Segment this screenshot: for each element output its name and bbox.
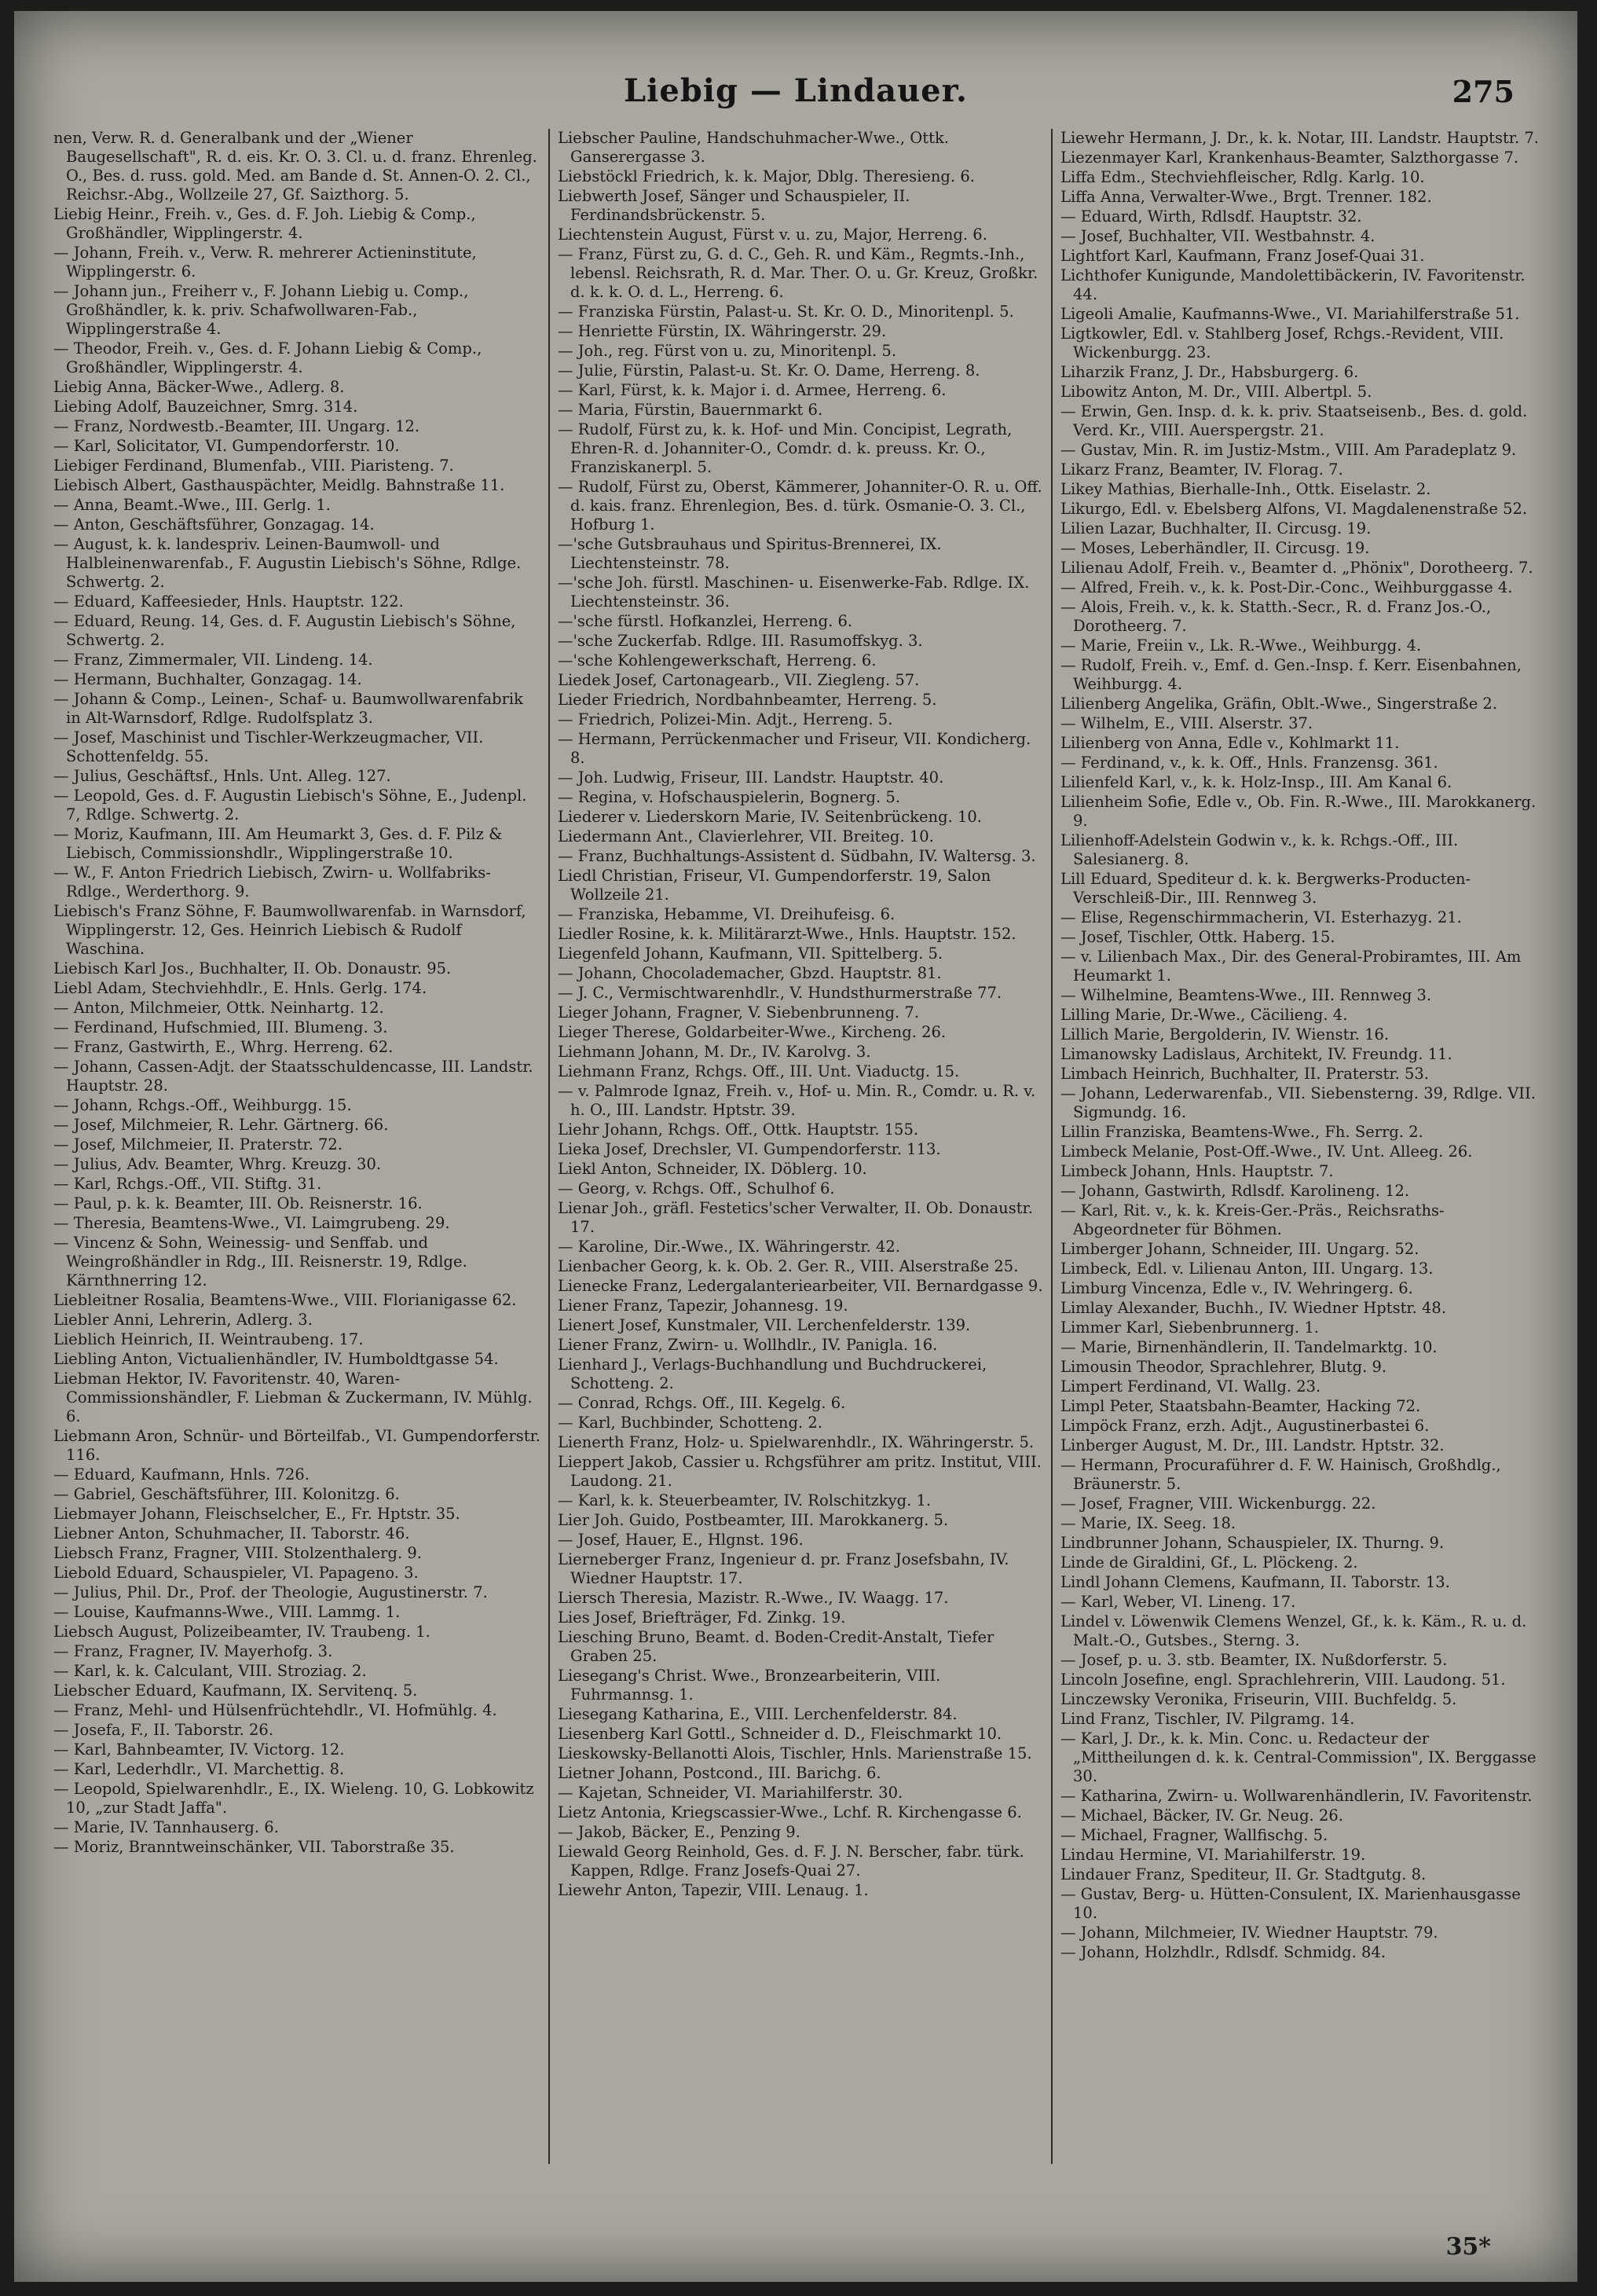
directory-entry: Lienerth Franz, Holz- u. Spielwarenhdlr., IX. Währingerstr. 5. bbox=[558, 1433, 1035, 1451]
directory-entry: — Louise, Kaufmanns-Wwe., VIII. Lammg. 1. bbox=[53, 1603, 401, 1621]
directory-entry: —'sche Zuckerfab. Rdlge. III. Rasumoffskyg. 3. bbox=[558, 632, 923, 650]
column-right bbox=[1051, 129, 1554, 2164]
directory-entry: — Ferdinand, Hufschmied, III. Blumeng. 3. bbox=[53, 1018, 388, 1036]
directory-entry: — Jakob, Bäcker, E., Penzing 9. bbox=[558, 1823, 800, 1841]
directory-entry: Lienbacher Georg, k. k. Ob. 2. Ger. R., VIII. Alserstraße 25. bbox=[558, 1257, 1019, 1275]
directory-entry: Lichthofer Kunigunde, Mandolettibäckerin, IV. Favoritenstr. 44. bbox=[1060, 266, 1526, 303]
directory-entry: — Josef, Fragner, VIII. Wickenburgg. 22. bbox=[1060, 1495, 1376, 1513]
directory-entry: Liharzik Franz, J. Dr., Habsburgerg. 6. bbox=[1060, 363, 1359, 381]
directory-entry: — Wilhelm, E., VIII. Alserstr. 37. bbox=[1060, 714, 1313, 732]
directory-entry: —'sche fürstl. Hofkanzlei, Herreng. 6. bbox=[558, 612, 853, 630]
running-head: Liebig — Lindauer. bbox=[624, 72, 968, 109]
directory-entry: — Johann, Gastwirth, Rdlsdf. Karolineng. 12. bbox=[1060, 1182, 1410, 1200]
directory-entry: — Karl, Weber, VI. Lineng. 17. bbox=[1060, 1593, 1296, 1611]
directory-entry: — Elise, Regenschirmmacherin, VI. Esterhazyg. 21. bbox=[1060, 908, 1462, 926]
directory-entry: Likarz Franz, Beamter, IV. Florag. 7. bbox=[1060, 460, 1343, 479]
directory-entry: Lietz Antonia, Kriegscassier-Wwe., Lchf. R. Kirchengasse 6. bbox=[558, 1803, 1022, 1821]
column-left bbox=[46, 129, 548, 2164]
directory-entry: — Gustav, Berg- u. Hütten-Consulent, IX. Marienhausgasse 10. bbox=[1060, 1885, 1521, 1922]
directory-entry: nen, Verw. R. d. Generalbank und der „Wiener Baugesellschaft", R. d. eis. Kr. O. 3. Cl. u. d. franz. Ehrenleg. O., Bes. d. russ. gold. Med. am Bande d. St. Annen-O. 2. Cl., Reichsr.-Abg., Wollzeile 27, Gf. Saizthorg. 5. bbox=[53, 129, 537, 204]
page-number: 275 bbox=[1452, 74, 1515, 109]
directory-entry: Lieder Friedrich, Nordbahnbeamter, Herreng. 5. bbox=[558, 691, 937, 709]
directory-entry: Liebold Eduard, Schauspieler, VI. Papageno. 3. bbox=[53, 1564, 419, 1582]
directory-entry: — Johann, Milchmeier, IV. Wiedner Hauptstr. 79. bbox=[1060, 1924, 1438, 1942]
directory-entry: — Henriette Fürstin, IX. Währingerstr. 29. bbox=[558, 322, 887, 340]
directory-entry: — Moriz, Branntweinschänker, VII. Taborstraße 35. bbox=[53, 1838, 455, 1856]
directory-entry: Liederer v. Liederskorn Marie, IV. Seitenbrückeng. 10. bbox=[558, 808, 982, 826]
directory-entry: Lilling Marie, Dr.-Wwe., Cäcilieng. 4. bbox=[1060, 1006, 1348, 1024]
directory-entry: Liener Franz, Tapezir, Johannesg. 19. bbox=[558, 1297, 848, 1315]
directory-entry: — Marie, IV. Tannhauserg. 6. bbox=[53, 1818, 279, 1836]
directory-entry: Linberger August, M. Dr., III. Landstr. Hptstr. 32. bbox=[1060, 1436, 1445, 1454]
directory-entry: — Johann jun., Freiherr v., F. Johann Liebig u. Comp., Großhändler, k. k. priv. Schafwollwaren-Fab., Wipplingerstraße 4. bbox=[53, 282, 469, 338]
directory-entry: Ligtkowler, Edl. v. Stahlberg Josef, Rchgs.-Revident, VIII. Wickenburgg. 23. bbox=[1060, 325, 1504, 361]
directory-entry: Lienar Joh., gräfl. Festetics'scher Verwalter, II. Ob. Donaustr. 17. bbox=[558, 1199, 1033, 1236]
directory-entry: — Franz, Nordwestb.-Beamter, III. Ungarg. 12. bbox=[53, 417, 420, 435]
directory-entry: — Moses, Leberhändler, II. Circusg. 19. bbox=[1060, 539, 1370, 557]
directory-entry: — Karl, Solicitator, VI. Gumpendorferstr. 10. bbox=[53, 437, 400, 455]
directory-entry: — Hermann, Procuraführer d. F. W. Hainisch, Großhdlg., Bräunerstr. 5. bbox=[1060, 1456, 1501, 1493]
directory-entry: — Franz, Buchhaltungs-Assistent d. Südbahn, IV. Waltersg. 3. bbox=[558, 847, 1036, 865]
directory-entry: — Johann, Chocolademacher, Gbzd. Hauptstr. 81. bbox=[558, 964, 942, 982]
directory-entry: Lierneberger Franz, Ingenieur d. pr. Franz Josefsbahn, IV. Wiedner Hauptstr. 17. bbox=[558, 1550, 1009, 1587]
directory-entry: Liebleitner Rosalia, Beamtens-Wwe., VIII. Florianigasse 62. bbox=[53, 1291, 517, 1309]
directory-entry: Lienert Josef, Kunstmaler, VII. Lerchenfelderstr. 139. bbox=[558, 1316, 971, 1334]
directory-entry: — Franz, Mehl- und Hülsenfrüchtehdlr., VI. Hofmühlg. 4. bbox=[53, 1701, 497, 1719]
directory-entry: — Katharina, Zwirn- u. Wollwarenhändlerin, IV. Favoritenstr. bbox=[1060, 1787, 1533, 1805]
directory-entry: Liebisch Albert, Gasthauspächter, Meidlg. Bahnstraße 11. bbox=[53, 476, 505, 494]
directory-entry: — v. Palmrode Ignaz, Freih. v., Hof- u. Min. R., Comdr. u. R. v. h. O., III. Landstr. Hptstr. 39. bbox=[558, 1082, 1036, 1119]
directory-entry: — v. Lilienbach Max., Dir. des General-Probiramtes, III. Am Heumarkt 1. bbox=[1060, 948, 1522, 985]
directory-entry: Limanowsky Ladislaus, Architekt, IV. Freundg. 11. bbox=[1060, 1045, 1452, 1063]
directory-entry: — Karl, Rchgs.-Off., VII. Stiftg. 31. bbox=[53, 1175, 322, 1193]
directory-entry: — Johann, Cassen-Adjt. der Staatsschuldencasse, III. Landstr. Hauptstr. 28. bbox=[53, 1058, 533, 1095]
directory-entry: Liedler Rosine, k. k. Militärarzt-Wwe., Hnls. Hauptstr. 152. bbox=[558, 925, 1016, 943]
directory-entry: — Vincenz & Sohn, Weinessig- und Senffab. und Weingroßhändler in Rdg., III. Reisnerstr. 19, Rdlge. Kärnthnerring 12. bbox=[53, 1234, 467, 1289]
directory-entry: — Leopold, Spielwarenhdlr., E., IX. Wieleng. 10, G. Lobkowitz 10, „zur Stadt Jaffa". bbox=[53, 1780, 534, 1817]
directory-entry: — Conrad, Rchgs. Off., III. Kegelg. 6. bbox=[558, 1394, 846, 1412]
directory-entry: —'sche Gutsbrauhaus und Spiritus-Brennerei, IX. Liechtensteinstr. 78. bbox=[558, 535, 942, 572]
directory-entry: Limpl Peter, Staatsbahn-Beamter, Hacking 72. bbox=[1060, 1397, 1421, 1415]
directory-entry: Liewehr Hermann, J. Dr., k. k. Notar, III. Landstr. Hauptstr. 7. bbox=[1060, 129, 1539, 147]
directory-entry: — Theodor, Freih. v., Ges. d. F. Johann Liebig & Comp., Großhändler, Wipplingerstr. 4. bbox=[53, 339, 482, 376]
directory-entry: Lightfort Karl, Kaufmann, Franz Josef-Quai 31. bbox=[1060, 247, 1425, 265]
directory-entry: — Friedrich, Polizei-Min. Adjt., Herreng. 5. bbox=[558, 710, 893, 728]
directory-entry: Lieskowsky-Bellanotti Alois, Tischler, Hnls. Marienstraße 15. bbox=[558, 1744, 1032, 1762]
directory-entry: Lieppert Jakob, Cassier u. Rchgsführer am pritz. Institut, VIII. Laudong. 21. bbox=[558, 1453, 1042, 1490]
directory-entry: — Eduard, Reung. 14, Ges. d. F. Augustin Liebisch's Söhne, Schwertg. 2. bbox=[53, 612, 516, 649]
directory-entry: Liehmann Franz, Rchgs. Off., III. Unt. Viaductg. 15. bbox=[558, 1062, 960, 1080]
directory-entry: — Theresia, Beamtens-Wwe., VI. Laimgrubeng. 29. bbox=[53, 1214, 450, 1232]
directory-entry: — Moriz, Kaufmann, III. Am Heumarkt 3, Ges. d. F. Pilz & Liebisch, Commissionshdlr., Wipplingerstraße 10. bbox=[53, 825, 503, 862]
directory-entry: — Franziska Fürstin, Palast-u. St. Kr. O. D., Minoritenpl. 5. bbox=[558, 303, 1014, 321]
directory-entry: Liebisch's Franz Söhne, F. Baumwollwarenfab. in Warnsdorf, Wipplingerstr. 12, Ges. Heinrich Liebisch & Rudolf Waschina. bbox=[53, 902, 526, 958]
directory-entry: Liebsch August, Polizeibeamter, IV. Traubeng. 1. bbox=[53, 1623, 430, 1641]
directory-entry: — Wilhelmine, Beamtens-Wwe., III. Rennweg 3. bbox=[1060, 986, 1432, 1004]
directory-entry: —'sche Joh. fürstl. Maschinen- u. Eisenwerke-Fab. Rdlge. IX. Liechtensteinstr. 36. bbox=[558, 574, 1030, 611]
directory-entry: — Johann, Lederwarenfab., VII. Siebensterng. 39, Rdlge. VII. Sigmundg. 16. bbox=[1060, 1084, 1536, 1121]
directory-entry: — Josef, Maschinist und Tischler-Werkzeugmacher, VII. Schottenfeldg. 55. bbox=[53, 728, 484, 765]
directory-entry: Liesching Bruno, Beamt. d. Boden-Credit-Anstalt, Tiefer Graben 25. bbox=[558, 1628, 994, 1665]
directory-entry: — Johann, Freih. v., Verw. R. mehrerer Actieninstitute, Wipplingerstr. 6. bbox=[53, 244, 477, 281]
directory-entry: Lilienheim Sofie, Edle v., Ob. Fin. R.-Wwe., III. Marokkanerg. 9. bbox=[1060, 793, 1537, 830]
directory-entry: Limbeck Johann, Hnls. Hauptstr. 7. bbox=[1060, 1162, 1334, 1180]
directory-entry: — Georg, v. Rchgs. Off., Schulhof 6. bbox=[558, 1179, 835, 1198]
directory-entry: — Maria, Fürstin, Bauernmarkt 6. bbox=[558, 401, 823, 419]
directory-entry: Liebstöckl Friedrich, k. k. Major, Dblg. Theresieng. 6. bbox=[558, 167, 975, 185]
directory-entry: Likey Mathias, Bierhalle-Inh., Ottk. Eiselastr. 2. bbox=[1060, 480, 1431, 498]
directory-entry: — Franz, Zimmermaler, VII. Lindeng. 14. bbox=[53, 651, 373, 669]
directory-entry: — Eduard, Kaffeesieder, Hnls. Hauptstr. 122. bbox=[53, 592, 404, 611]
directory-entry: Lindau Hermine, VI. Mariahilferstr. 19. bbox=[1060, 1846, 1366, 1864]
directory-entry: Lilienberg von Anna, Edle v., Kohlmarkt 11. bbox=[1060, 734, 1400, 752]
directory-entry: — Karl, k. k. Steuerbeamter, IV. Rolschitzkyg. 1. bbox=[558, 1491, 932, 1509]
directory-entry: Liebsch Franz, Fragner, VIII. Stolzenthalerg. 9. bbox=[53, 1544, 422, 1562]
directory-entry: — Regina, v. Hofschauspielerin, Bognerg. 5. bbox=[558, 788, 900, 806]
directory-entry: — Gabriel, Geschäftsführer, III. Kolonitzg. 6. bbox=[53, 1485, 400, 1503]
directory-entry: Liegenfeld Johann, Kaufmann, VII. Spittelberg. 5. bbox=[558, 944, 943, 963]
directory-entry: — Franz, Fürst zu, G. d. C., Geh. R. und Käm., Regmts.-Inh., lebensl. Reichsrath, R. d. Mar. Ther. O. u. Gr. Kreuz, Großkr. d. k. k. O. d. L., Herreng. 6. bbox=[558, 245, 1038, 301]
directory-entry: Liebler Anni, Lehrerin, Adlerg. 3. bbox=[53, 1311, 313, 1329]
directory-entry: — Josef, Hauer, E., Hlgnst. 196. bbox=[558, 1531, 804, 1549]
directory-entry: Liersch Theresia, Mazistr. R.-Wwe., IV. Waagg. 17. bbox=[558, 1589, 949, 1607]
directory-entry: — Rudolf, Fürst zu, k. k. Hof- und Min. Concipist, Legrath, Ehren-R. d. Johanniter-O., Comdr. d. k. preuss. Kr. O., Franziskanerpl. 5. bbox=[558, 420, 1013, 476]
directory-entry: Liebig Anna, Bäcker-Wwe., Adlerg. 8. bbox=[53, 378, 345, 396]
directory-entry: Liebig Heinr., Freih. v., Ges. d. F. Joh. Liebig & Comp., Großhändler, Wipplingerstr. 4. bbox=[53, 205, 476, 242]
directory-entry: — Marie, Freiin v., Lk. R.-Wwe., Weihburgg. 4. bbox=[1060, 636, 1422, 655]
directory-entry: — Josef, Milchmeier, II. Praterstr. 72. bbox=[53, 1135, 343, 1154]
directory-entry: — Rudolf, Fürst zu, Oberst, Kämmerer, Johanniter-O. R. u. Off. d. kais. franz. Ehrenlegion, Bes. d. türk. Osmanie-O. 3. Cl., Hofburg 1. bbox=[558, 478, 1042, 534]
directory-entry: — Hermann, Buchhalter, Gonzagag. 14. bbox=[53, 670, 362, 688]
directory-entry: Limbach Heinrich, Buchhalter, II. Praterstr. 53. bbox=[1060, 1065, 1429, 1083]
directory-entry: — Anton, Geschäftsführer, Gonzagag. 14. bbox=[53, 515, 375, 534]
directory-entry: Linde de Giraldini, Gf., L. Plöckeng. 2. bbox=[1060, 1553, 1358, 1572]
directory-entry: Liffa Edm., Stechviehfleischer, Rdlg. Karlg. 10. bbox=[1060, 168, 1425, 186]
directory-entry: — Anton, Milchmeier, Ottk. Neinhartg. 12. bbox=[53, 999, 384, 1017]
directory-entry: — Josef, Milchmeier, R. Lehr. Gärtnerg. 66. bbox=[53, 1116, 389, 1134]
directory-entry: — Michael, Bäcker, IV. Gr. Neug. 26. bbox=[1060, 1806, 1343, 1825]
directory-entry: — Marie, IX. Seeg. 18. bbox=[1060, 1514, 1236, 1532]
directory-entry: — Gustav, Min. R. im Justiz-Mstm., VIII. Am Paradeplatz 9. bbox=[1060, 441, 1517, 459]
directory-entry: — Erwin, Gen. Insp. d. k. k. priv. Staatseisenb., Bes. d. gold. Verd. Kr., VIII. Auerspergstr. 21. bbox=[1060, 402, 1528, 439]
directory-entry: —'sche Kohlengewerkschaft, Herreng. 6. bbox=[558, 651, 877, 669]
directory-entry: — Karl, Bahnbeamter, IV. Victorg. 12. bbox=[53, 1740, 345, 1759]
directory-entry: Ligeoli Amalie, Kaufmanns-Wwe., VI. Mariahilferstraße 51. bbox=[1060, 305, 1520, 323]
directory-entry: Limpöck Franz, erzh. Adjt., Augustinerbastei 6. bbox=[1060, 1417, 1430, 1435]
directory-entry: Liezenmayer Karl, Krankenhaus-Beamter, Salzthorgasse 7. bbox=[1060, 149, 1519, 167]
directory-entry: — Marie, Birnenhändlerin, II. Tandelmarktg. 10. bbox=[1060, 1338, 1438, 1356]
directory-columns bbox=[46, 129, 1554, 2164]
directory-entry: Likurgo, Edl. v. Ebelsberg Alfons, VI. Magdalenenstraße 52. bbox=[1060, 500, 1528, 518]
directory-entry: Liekl Anton, Schneider, IX. Döblerg. 10. bbox=[558, 1160, 867, 1178]
directory-entry: Liebscher Eduard, Kaufmann, IX. Servitenq. 5. bbox=[53, 1682, 418, 1700]
directory-entry: Limburg Vincenza, Edle v., IV. Wehringerg. 6. bbox=[1060, 1279, 1413, 1297]
directory-entry: — Karl, k. k. Calculant, VIII. Stroziag. 2. bbox=[53, 1662, 367, 1680]
directory-entry: — Karl, Lederhdlr., VI. Marchettig. 8. bbox=[53, 1760, 345, 1778]
directory-entry: — Eduard, Kaufmann, Hnls. 726. bbox=[53, 1465, 310, 1484]
directory-entry: — Eduard, Wirth, Rdlsdf. Hauptstr. 32. bbox=[1060, 207, 1362, 226]
directory-entry: Lietner Johann, Postcond., III. Barichg. 6. bbox=[558, 1764, 881, 1782]
directory-entry: — Johann, Holzhdlr., Rdlsdf. Schmidg. 84. bbox=[1060, 1943, 1386, 1961]
directory-entry: Liebiger Ferdinand, Blumenfab., VIII. Piaristeng. 7. bbox=[53, 457, 454, 475]
directory-entry: Liehmann Johann, M. Dr., IV. Karolvg. 3. bbox=[558, 1043, 871, 1061]
directory-entry: Lieger Therese, Goldarbeiter-Wwe., Kircheng. 26. bbox=[558, 1023, 947, 1041]
directory-entry: — Ferdinand, v., k. k. Off., Hnls. Franzensg. 361. bbox=[1060, 754, 1438, 772]
directory-entry: Liebner Anton, Schuhmacher, II. Taborstr. 46. bbox=[53, 1524, 410, 1542]
directory-entry: Lies Josef, Briefträger, Fd. Zinkg. 19. bbox=[558, 1608, 846, 1627]
directory-entry: Liedek Josef, Cartonagearb., VII. Ziegleng. 57. bbox=[558, 671, 920, 689]
directory-entry: Liebling Anton, Victualienhändler, IV. Humboldtgasse 54. bbox=[53, 1350, 499, 1368]
directory-entry: — Franziska, Hebamme, VI. Dreihufeisg. 6. bbox=[558, 905, 896, 923]
directory-entry: Lilienhoff-Adelstein Godwin v., k. k. Rchgs.-Off., III. Salesianerg. 8. bbox=[1060, 831, 1459, 868]
directory-entry: Lieger Johann, Fragner, V. Siebenbrunneng. 7. bbox=[558, 1003, 920, 1021]
directory-entry: — Karl, Buchbinder, Schotteng. 2. bbox=[558, 1414, 822, 1432]
directory-entry: — Josef, Tischler, Ottk. Haberg. 15. bbox=[1060, 928, 1335, 946]
directory-entry: Lill Eduard, Spediteur d. k. k. Bergwerks-Producten-Verschleiß-Dir., III. Rennweg 3. bbox=[1060, 870, 1471, 907]
directory-entry: Lillich Marie, Bergolderin, IV. Wienstr. 16. bbox=[1060, 1025, 1390, 1043]
directory-entry: Liebing Adolf, Bauzeichner, Smrg. 314. bbox=[53, 398, 358, 416]
directory-entry: — August, k. k. landespriv. Leinen-Baumwoll- und Halbleinenwarenfab., F. Augustin Liebisch's Söhne, Rdlge. Schwertg. 2. bbox=[53, 535, 522, 591]
directory-entry: Lilienau Adolf, Freih. v., Beamter d. „Phönix", Dorotheerg. 7. bbox=[1060, 559, 1533, 577]
directory-entry: Libowitz Anton, M. Dr., VIII. Albertpl. 5. bbox=[1060, 383, 1372, 401]
directory-entry: Liebisch Karl Jos., Buchhalter, II. Ob. Donaustr. 95. bbox=[53, 959, 452, 977]
directory-entry: Lillin Franziska, Beamtens-Wwe., Fh. Serrg. 2. bbox=[1060, 1123, 1423, 1141]
directory-entry: Limberger Johann, Schneider, III. Ungarg. 52. bbox=[1060, 1240, 1419, 1258]
directory-entry: Liewald Georg Reinhold, Ges. d. F. J. N. Berscher, fabr. türk. Kappen, Rdlge. Franz Josefs-Quai 27. bbox=[558, 1843, 1024, 1880]
directory-entry: — Julius, Adv. Beamter, Whrg. Kreuzg. 30. bbox=[53, 1155, 382, 1173]
directory-entry: Liener Franz, Zwirn- u. Wollhdlr., IV. Panigla. 16. bbox=[558, 1336, 938, 1354]
directory-entry: Liedermann Ant., Clavierlehrer, VII. Breiteg. 10. bbox=[558, 827, 934, 845]
directory-entry: — Franz, Gastwirth, E., Whrg. Herreng. 62. bbox=[53, 1038, 394, 1056]
directory-entry: Limousin Theodor, Sprachlehrer, Blutg. 9. bbox=[1060, 1358, 1387, 1376]
directory-entry: Limlay Alexander, Buchh., IV. Wiedner Hptstr. 48. bbox=[1060, 1299, 1447, 1317]
directory-entry: — Michael, Fragner, Wallfischg. 5. bbox=[1060, 1826, 1328, 1844]
directory-entry: Liebl Adam, Stechviehhdlr., E. Hnls. Gerlg. 174. bbox=[53, 979, 427, 997]
directory-entry: — J. C., Vermischtwarenhdlr., V. Hundsthurmerstraße 77. bbox=[558, 984, 1002, 1002]
directory-entry: Liehr Johann, Rchgs. Off., Ottk. Hauptstr. 155. bbox=[558, 1120, 919, 1139]
directory-entry: Lilien Lazar, Buchhalter, II. Circusg. 19. bbox=[1060, 519, 1372, 537]
directory-entry: Lilienberg Angelika, Gräfin, Oblt.-Wwe., Singerstraße 2. bbox=[1060, 695, 1498, 713]
directory-entry: — W., F. Anton Friedrich Liebisch, Zwirn- u. Wollfabriks-Rdlge., Werderthorg. 9. bbox=[53, 864, 491, 900]
directory-entry: Liesegang Katharina, E., VIII. Lerchenfelderstr. 84. bbox=[558, 1705, 958, 1723]
directory-entry: — Julie, Fürstin, Palast-u. St. Kr. O. Dame, Herreng. 8. bbox=[558, 361, 980, 380]
directory-entry: — Anna, Beamt.-Wwe., III. Gerlg. 1. bbox=[53, 496, 331, 514]
directory-entry: Lindel v. Löwenwik Clemens Wenzel, Gf., k. k. Käm., R. u. d. Malt.-O., Gutsbes., Sterng. 3. bbox=[1060, 1612, 1527, 1649]
directory-entry: — Karl, Fürst, k. k. Major i. d. Armee, Herreng. 6. bbox=[558, 381, 947, 399]
directory-entry: Liebman Hektor, IV. Favoritenstr. 40, Waren-Commissionshändler, F. Liebman & Zuckermann, IV. Mühlg. 6. bbox=[53, 1370, 533, 1425]
directory-entry: Lienhard J., Verlags-Buchhandlung und Buchdruckerei, Schotteng. 2. bbox=[558, 1355, 987, 1392]
directory-entry: — Julius, Phil. Dr., Prof. der Theologie, Augustinerstr. 7. bbox=[53, 1583, 488, 1601]
directory-entry: — Karl, Rit. v., k. k. Kreis-Ger.-Präs., Reichsraths-Abgeordneter für Böhmen. bbox=[1060, 1201, 1445, 1238]
directory-entry: Limbeck Melanie, Post-Off.-Wwe., IV. Unt. Alleeg. 26. bbox=[1060, 1142, 1473, 1161]
directory-entry: Liewehr Anton, Tapezir, VIII. Lenaug. 1. bbox=[558, 1881, 869, 1899]
directory-entry: — Karl, J. Dr., k. k. Min. Conc. u. Redacteur der „Mittheilungen d. k. k. Central-Commission", IX. Berggasse 30. bbox=[1060, 1729, 1537, 1785]
directory-entry: Liebscher Pauline, Handschuhmacher-Wwe., Ottk. Ganserergasse 3. bbox=[558, 129, 949, 166]
directory-entry: — Josef, Buchhalter, VII. Westbahnstr. 4. bbox=[1060, 227, 1375, 245]
column-middle bbox=[548, 129, 1051, 2164]
directory-entry: — Karoline, Dir.-Wwe., IX. Währingerstr. 42. bbox=[558, 1238, 900, 1256]
directory-entry: — Paul, p. k. k. Beamter, III. Ob. Reisnerstr. 16. bbox=[53, 1194, 423, 1212]
page-header bbox=[14, 72, 1577, 119]
directory-entry: Liechtenstein August, Fürst v. u. zu, Major, Herreng. 6. bbox=[558, 226, 987, 244]
directory-entry: — Johann, Rchgs.-Off., Weihburgg. 15. bbox=[53, 1096, 352, 1114]
directory-entry: Lieka Josef, Drechsler, VI. Gumpendorferstr. 113. bbox=[558, 1140, 941, 1158]
directory-entry: — Kajetan, Schneider, VI. Mariahilferstr. 30. bbox=[558, 1784, 903, 1802]
directory-entry: Limpert Ferdinand, VI. Wallg. 23. bbox=[1060, 1377, 1321, 1396]
directory-entry: — Alfred, Freih. v., k. k. Post-Dir.-Conc., Weihburggasse 4. bbox=[1060, 578, 1513, 596]
printer-signature: 35* bbox=[1445, 2233, 1491, 2261]
directory-entry: — Julius, Geschäftsf., Hnls. Unt. Alleg. 127. bbox=[53, 767, 391, 785]
directory-entry: Liebmann Aron, Schnür- und Börteilfab., VI. Gumpendorferstr. 116. bbox=[53, 1427, 541, 1464]
directory-entry: — Joh., reg. Fürst von u. zu, Minoritenpl. 5. bbox=[558, 342, 897, 360]
directory-entry: — Johann & Comp., Leinen-, Schaf- u. Baumwollwarenfabrik in Alt-Warnsdorf, Rdlge. Rudolfsplatz 3. bbox=[53, 690, 523, 727]
directory-entry: — Leopold, Ges. d. F. Augustin Liebisch's Söhne, E., Judenpl. 7, Rdlge. Schwertg. 2. bbox=[53, 787, 527, 823]
directory-entry: — Joh. Ludwig, Friseur, III. Landstr. Hauptstr. 40. bbox=[558, 768, 944, 787]
directory-entry: — Alois, Freih. v., k. k. Statth.-Secr., R. d. Franz Jos.-O., Dorotheerg. 7. bbox=[1060, 598, 1492, 635]
directory-entry: Lindl Johann Clemens, Kaufmann, II. Taborstr. 13. bbox=[1060, 1573, 1450, 1591]
directory-entry: Liedl Christian, Friseur, VI. Gumpendorferstr. 19, Salon Wollzeile 21. bbox=[558, 867, 991, 904]
directory-entry: Liebmayer Johann, Fleischselcher, E., Fr. Hptstr. 35. bbox=[53, 1505, 460, 1523]
directory-entry: Lier Joh. Guido, Postbeamter, III. Marokkanerg. 5. bbox=[558, 1511, 949, 1529]
directory-entry: Limbeck, Edl. v. Lilienau Anton, III. Ungarg. 13. bbox=[1060, 1260, 1434, 1278]
directory-entry: Liesegang's Christ. Wwe., Bronzearbeiterin, VIII. Fuhrmannsg. 1. bbox=[558, 1667, 941, 1704]
directory-page bbox=[14, 11, 1577, 2282]
directory-entry: Lindbrunner Johann, Schauspieler, IX. Thurng. 9. bbox=[1060, 1534, 1445, 1552]
directory-entry: — Josef, p. u. 3. stb. Beamter, IX. Nußdorferstr. 5. bbox=[1060, 1651, 1448, 1669]
directory-entry: Linczewsky Veronika, Friseurin, VIII. Buchfeldg. 5. bbox=[1060, 1690, 1457, 1708]
directory-entry: Lienecke Franz, Ledergalanteriearbeiter, VII. Bernardgasse 9. bbox=[558, 1277, 1043, 1295]
directory-entry: Lindauer Franz, Spediteur, II. Gr. Stadtgutg. 8. bbox=[1060, 1865, 1427, 1883]
directory-entry: Lincoln Josefine, engl. Sprachlehrerin, VIII. Laudong. 51. bbox=[1060, 1671, 1506, 1689]
directory-entry: Liesenberg Karl Gottl., Schneider d. D., Fleischmarkt 10. bbox=[558, 1725, 1002, 1743]
directory-entry: Limmer Karl, Siebenbrunnerg. 1. bbox=[1060, 1319, 1319, 1337]
directory-entry: Lilienfeld Karl, v., k. k. Holz-Insp., III. Am Kanal 6. bbox=[1060, 773, 1452, 791]
directory-entry: Lieblich Heinrich, II. Weintraubeng. 17. bbox=[53, 1330, 364, 1348]
directory-entry: — Hermann, Perrückenmacher und Friseur, VII. Kondicherg. 8. bbox=[558, 730, 1031, 767]
directory-entry: — Rudolf, Freih. v., Emf. d. Gen.-Insp. f. Kerr. Eisenbahnen, Weihburgg. 4. bbox=[1060, 656, 1522, 693]
directory-entry: Lind Franz, Tischler, IV. Pilgramg. 14. bbox=[1060, 1710, 1355, 1728]
directory-entry: — Franz, Fragner, IV. Mayerhofg. 3. bbox=[53, 1642, 333, 1660]
directory-entry: Liebwerth Josef, Sänger und Schauspieler, II. Ferdinandsbrückenstr. 5. bbox=[558, 187, 910, 224]
directory-entry: — Josefa, F., II. Taborstr. 26. bbox=[53, 1721, 274, 1739]
directory-entry: Liffa Anna, Verwalter-Wwe., Brgt. Trenner. 182. bbox=[1060, 188, 1432, 206]
